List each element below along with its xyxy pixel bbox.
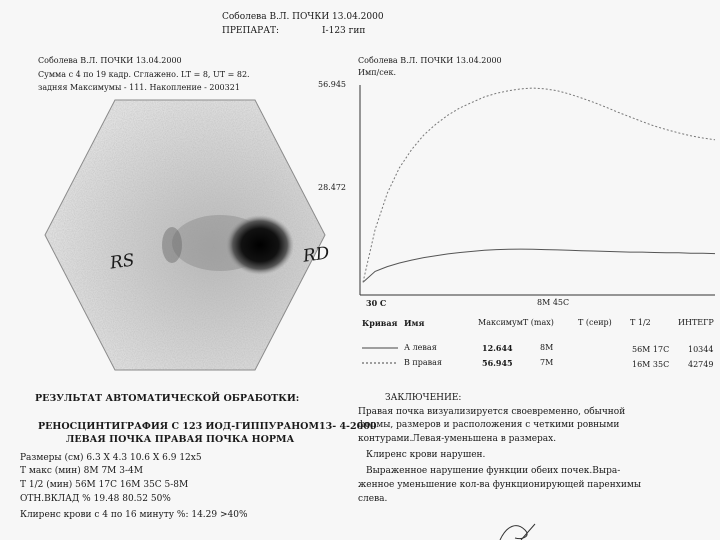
columns-line: ЛЕВАЯ ПОЧКА ПРАВАЯ ПОЧКА НОРМА: [66, 434, 295, 445]
legend-row-left-tmax: 8M: [540, 343, 554, 352]
sum-line: Сумма с 4 по 19 кадр. Сглажено. LT = 8, UT = 82.: [38, 70, 250, 79]
conclusion-p3-line2: женное уменьшение кол-ва функционирующей паренхимы: [358, 480, 641, 490]
y-mid-label: 28.472: [318, 183, 346, 192]
legend-row-right-name: В правая: [404, 358, 442, 367]
left-patient-line: Соболева В.Л. ПОЧКИ 13.04.2000: [38, 56, 182, 65]
tmax-row: Т макс (мин) 8М 7М 3-4М: [20, 466, 143, 476]
thalf-row: Т 1/2 (мин) 56М 17С 16М 35С 5-8М: [20, 480, 189, 490]
right-kidney-hotspot: [226, 215, 294, 275]
legend-row-left-name: А левая: [404, 343, 437, 352]
legend-header-thalf: T 1/2: [630, 318, 651, 327]
rear-line: задняя Максимумы - 111. Накопление - 200321: [38, 83, 240, 92]
legend-header-curve: Кривая: [362, 318, 398, 328]
legend-row-right-thalf: 16M 35C: [632, 360, 670, 369]
legend-swatches: [362, 343, 402, 371]
conclusion-p3-line1: Выраженное нарушение функции обеих почек.Выра-: [366, 466, 621, 476]
scintigraphy-image: [40, 95, 330, 375]
legend-header-integral: ИНТЕГР: [678, 318, 714, 327]
renogram-chart: [355, 60, 720, 300]
clearance-row: Клиренс крови с 4 по 16 минуту %: 14.29 >40%: [20, 510, 248, 520]
legend-row-right-tmax: 7M: [540, 358, 554, 367]
rs-label: RS: [108, 250, 136, 274]
contribution-row: ОТН.ВКЛАД % 19.48 80.52 50%: [20, 494, 171, 504]
x-start-label: 30 C: [366, 298, 387, 308]
legend-header-name: Имя: [404, 318, 425, 328]
conclusion-title: ЗАКЛЮЧЕНИЕ:: [385, 393, 462, 403]
conclusion-p1-line2: формы, размеров и расположения с четкими ровными: [358, 420, 620, 430]
study-line: РЕНОСЦИНТИГРАФИЯ С 123 ИОД-ГИППУРАНОМ13- 4-2000: [38, 421, 377, 432]
conclusion-p1-line1: Правая почка визуализируется своевременно, обычной: [358, 407, 626, 417]
sizes-row: Размеры (см) 6.3 Х 4.3 10.6 Х 6.9 12х5: [20, 453, 202, 463]
signature-mark: [495, 520, 555, 540]
left-kidney-spot: [162, 227, 182, 263]
legend-row-right-max: 56.945: [482, 358, 513, 368]
preparat-value: I-123 гип: [322, 26, 366, 36]
right-patient-line: Соболева В.Л. ПОЧКИ 13.04.2000: [358, 56, 502, 65]
conclusion-p2: Клиренс крови нарушен.: [366, 450, 486, 460]
conclusion-p1-line3: контурами.Левая-уменьшена в размерах.: [358, 434, 557, 444]
legend-row-left-integral: 10344: [688, 345, 714, 354]
legend-header-tsec: T (сеир): [578, 318, 612, 327]
legend-row-left-max: 12.644: [482, 343, 513, 353]
auto-result-title: РЕЗУЛЬТАТ АВТОМАТИЧЕСКОЙ ОБРАБОТКИ:: [35, 393, 300, 404]
legend-row-left-thalf: 56M 17C: [632, 345, 670, 354]
series-line-left-kidney: [363, 249, 715, 282]
conclusion-p3-line3: слева.: [358, 494, 388, 504]
rd-label: RD: [301, 243, 331, 267]
unit-label: Имп/сек.: [358, 68, 396, 77]
y-max-label: 56.945: [318, 80, 346, 89]
x-mid-label: 8M 45C: [537, 298, 570, 307]
legend-row-right-integral: 42749: [688, 360, 714, 369]
preparat-label: ПРЕПАРАТ:: [222, 26, 280, 36]
legend-header-max: МаксимумТ (max): [478, 318, 554, 327]
header-patient-line: Соболева В.Л. ПОЧКИ 13.04.2000: [222, 12, 384, 22]
